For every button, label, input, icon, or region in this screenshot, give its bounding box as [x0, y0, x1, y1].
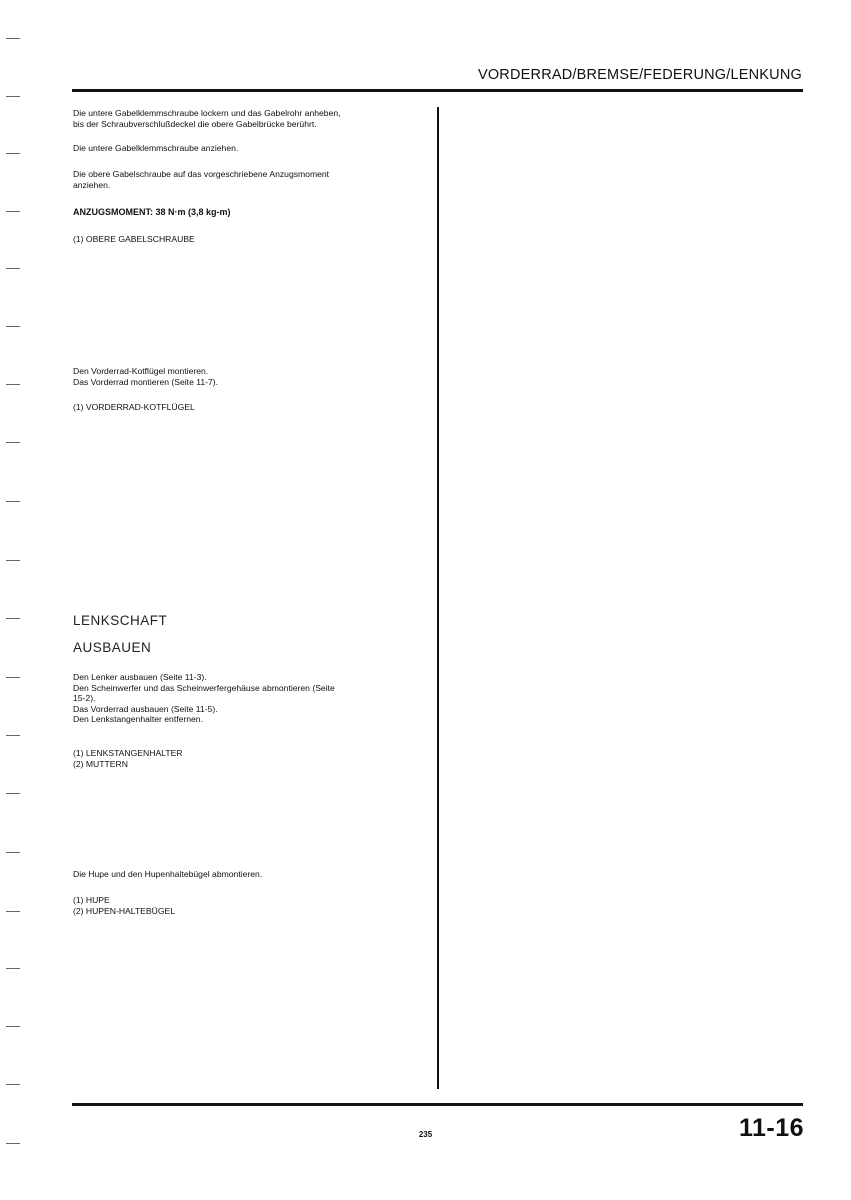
text-line: Den Lenker ausbauen (Seite 11-3). [73, 672, 207, 682]
instruction-tighten-fork-bolt [73, 169, 423, 190]
margin-mark [6, 1143, 20, 1144]
margin-mark [6, 96, 20, 97]
footer-rule [72, 1103, 803, 1106]
margin-mark [6, 384, 20, 385]
text-line: ANZUGSMOMENT: 38 N·m (3,8 kg-m) [73, 207, 231, 217]
margin-mark [6, 677, 20, 678]
instruction-remove-horn [73, 869, 423, 880]
page-header-title: VORDERRAD/BREMSE/FEDERUNG/LENKUNG [477, 67, 802, 83]
text-line: (1) OBERE GABELSCHRAUBE [73, 234, 195, 244]
instruction-install-fender-wheel [73, 366, 423, 387]
subsection-title: AUSBAUEN [73, 640, 152, 655]
margin-mark [6, 618, 20, 619]
torque-spec [73, 207, 423, 218]
text-line: (2) HUPEN-HALTEBÜGEL [73, 905, 176, 916]
margin-mark [6, 1084, 20, 1085]
text-line: Den Lenkstangenhalter entfernen. [73, 714, 203, 725]
text-line: (2) MUTTERN [73, 758, 128, 769]
callout-horn [73, 895, 423, 916]
margin-mark [6, 968, 20, 969]
text-line: Den Vorderrad-Kotflügel montieren. [73, 366, 209, 376]
callout-front-fender [73, 402, 423, 413]
margin-mark [6, 38, 20, 39]
text-line: 15-2). [73, 693, 96, 704]
margin-mark [6, 326, 20, 327]
margin-mark [6, 852, 20, 853]
callout-upper-fork-bolt [73, 234, 423, 245]
text-line: anziehen. [73, 179, 111, 190]
margin-mark [6, 1026, 20, 1027]
text-line: Die Hupe und den Hupenhaltebügel abmontieren. [73, 869, 263, 879]
text-line: Das Vorderrad montieren (Seite 11-7). [73, 376, 219, 387]
text-line: (1) HUPE [73, 895, 110, 905]
text-line: bis der Schraubverschlußdeckel die obere Gabelbrücke berührt. [73, 118, 317, 129]
callout-handlebar-holder [73, 748, 423, 769]
instruction-loosen-clamp-bolt [73, 108, 423, 129]
margin-mark [6, 442, 20, 443]
margin-mark [6, 153, 20, 154]
chapter-page-number: 11-16 [738, 1114, 804, 1142]
instruction-removal-steps [73, 672, 423, 725]
text-line: (1) LENKSTANGENHALTER [73, 748, 183, 758]
instruction-tighten-clamp-bolt [73, 143, 423, 154]
page-number: 235 [418, 1130, 433, 1139]
text-line: Die obere Gabelschraube auf das vorgeschriebene Anzugsmoment [73, 169, 330, 179]
text-line: Den Scheinwerfer und das Scheinwerfergehäuse abmontieren (Seite [73, 682, 335, 693]
section-title: LENKSCHAFT [73, 613, 168, 628]
text-line: Die untere Gabelklemmschraube lockern und das Gabelrohr anheben, [73, 108, 341, 118]
margin-mark [6, 560, 20, 561]
margin-mark [6, 268, 20, 269]
margin-mark [6, 911, 20, 912]
text-line: Die untere Gabelklemmschraube anziehen. [73, 143, 239, 153]
text-line: (1) VORDERRAD-KOTFLÜGEL [73, 402, 195, 412]
text-line: Das Vorderrad ausbauen (Seite 11-5). [73, 703, 218, 714]
column-divider [437, 107, 439, 1089]
margin-mark [6, 501, 20, 502]
header-rule [72, 89, 803, 92]
margin-mark [6, 793, 20, 794]
margin-mark [6, 211, 20, 212]
margin-mark [6, 735, 20, 736]
